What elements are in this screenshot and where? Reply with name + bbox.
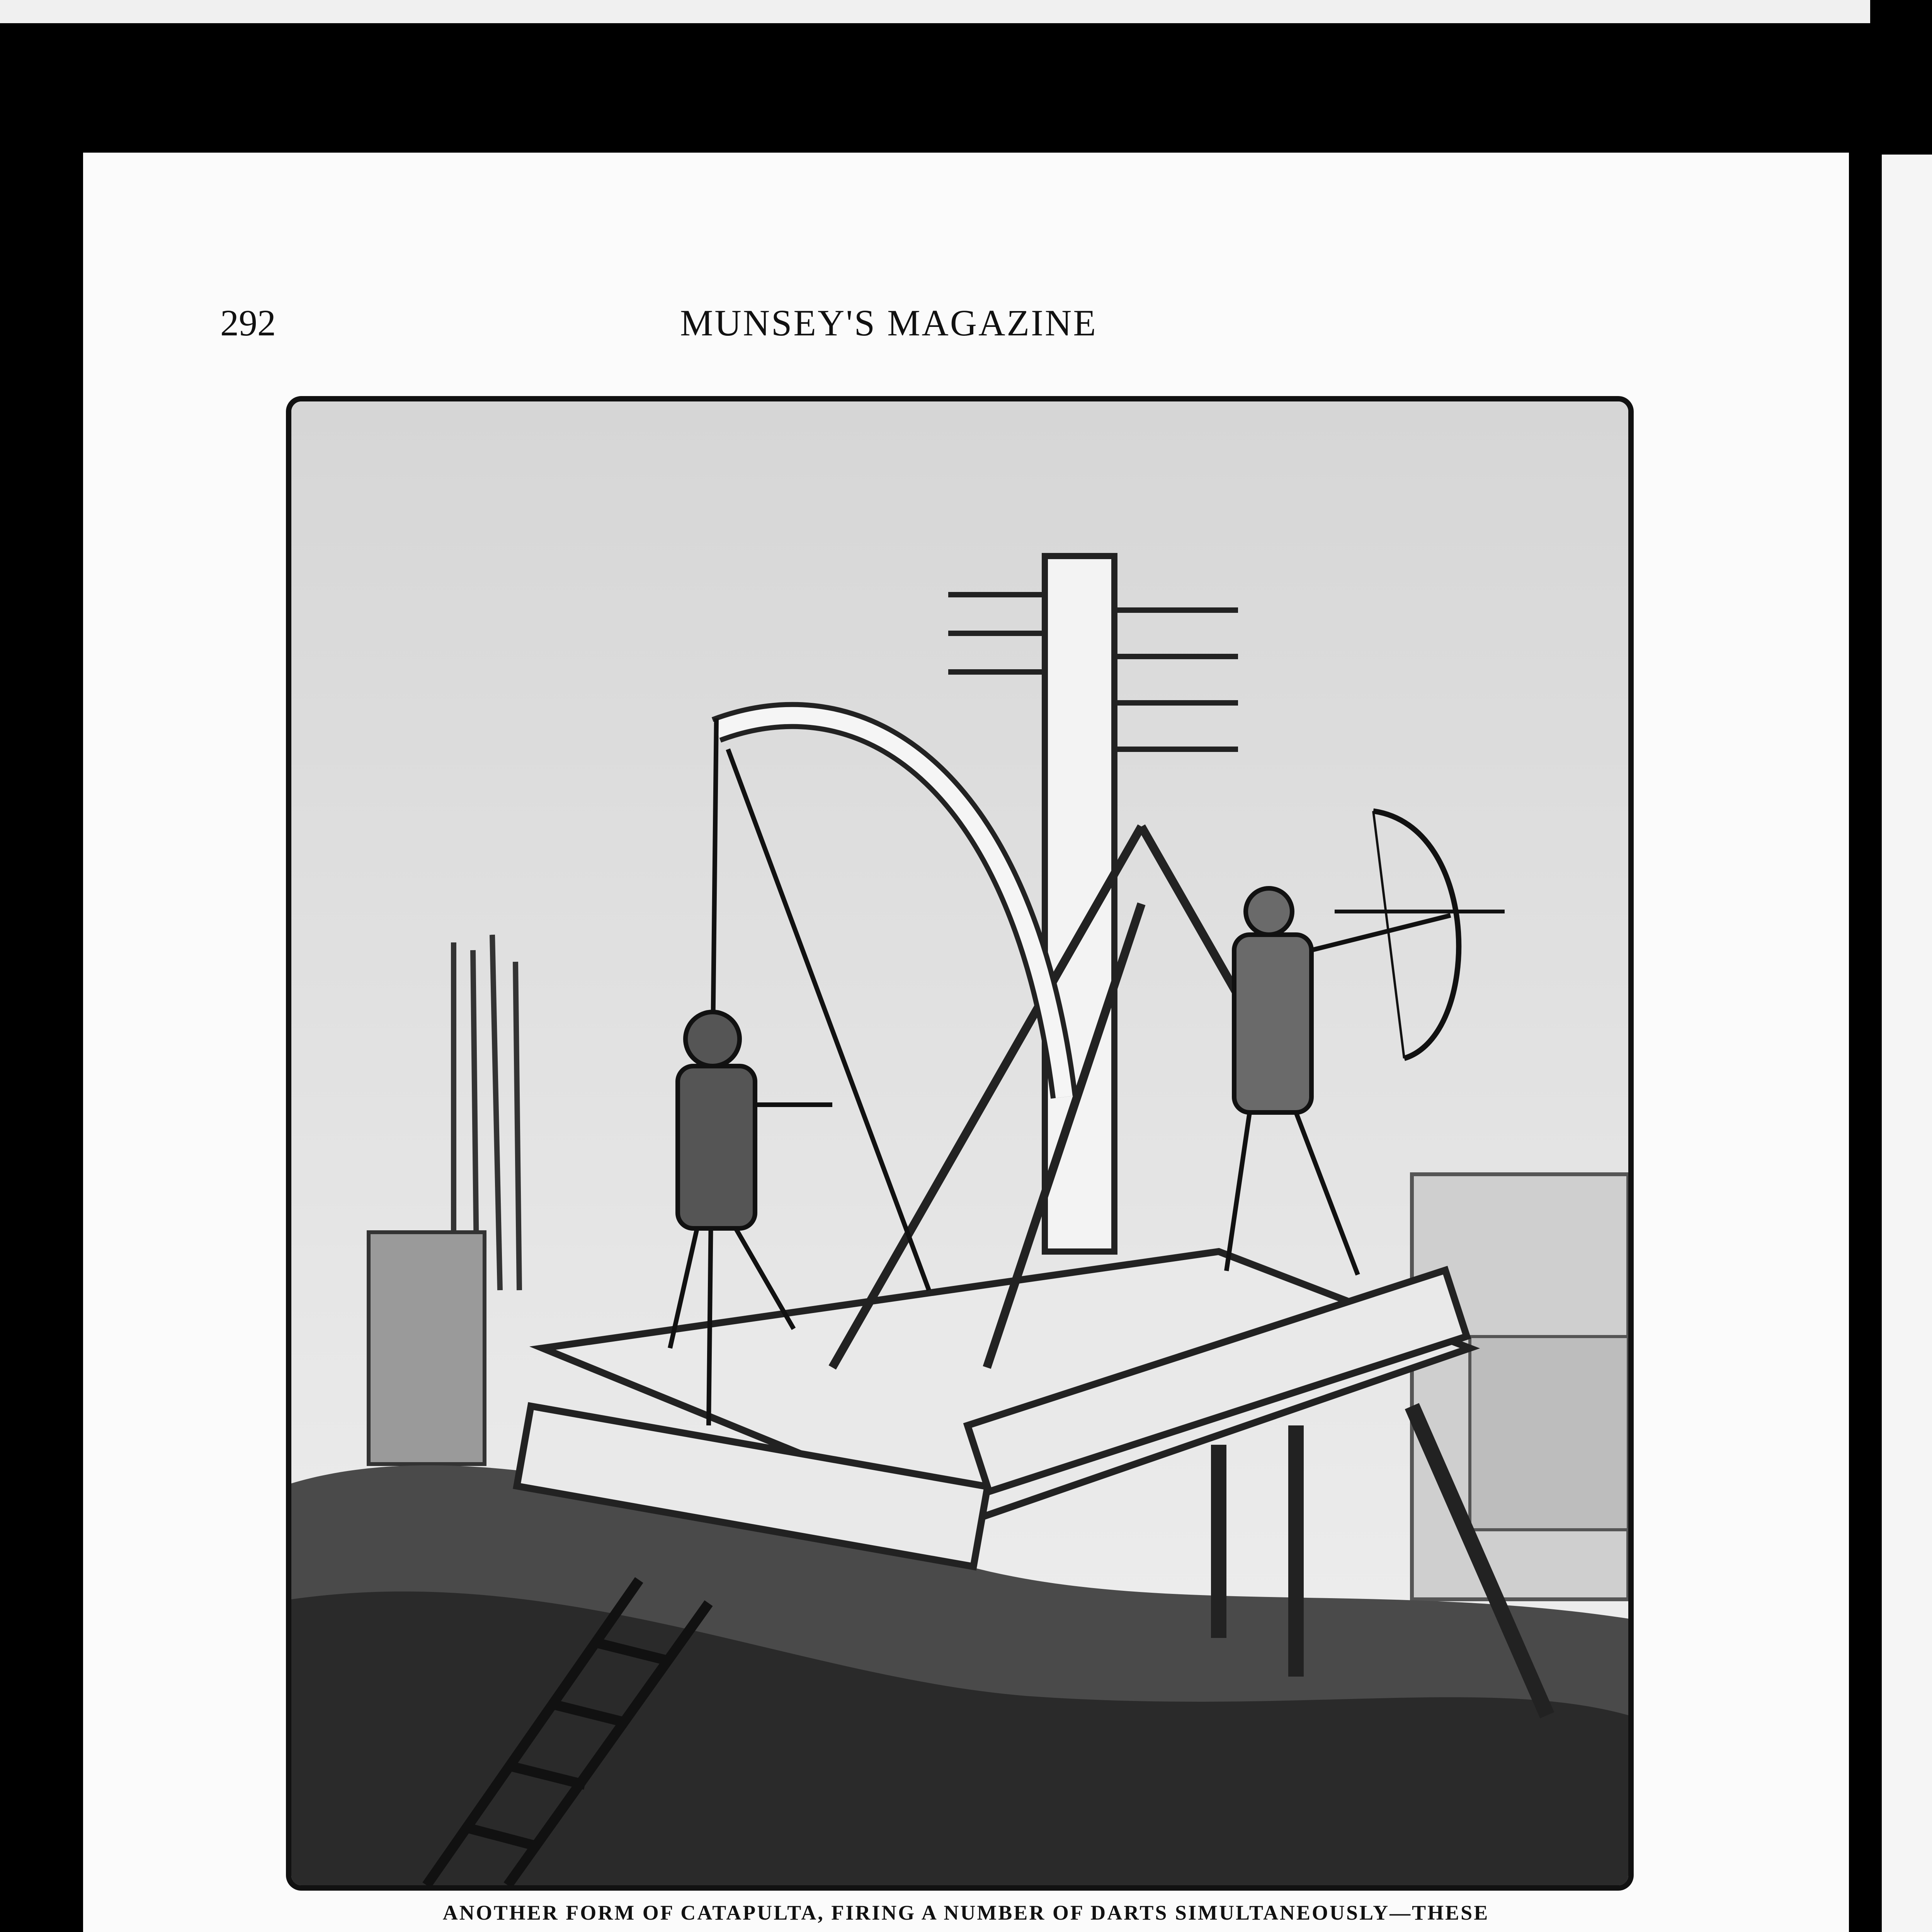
- adjacent-page-right: [1882, 155, 1932, 1932]
- page-number: 292: [220, 302, 276, 344]
- catapult-drawing: [291, 401, 1628, 1885]
- illustration-caption: [232, 1897, 1700, 1932]
- adjacent-page-top: [0, 0, 1870, 23]
- running-title: MUNSEY'S MAGAZINE: [680, 302, 1097, 344]
- caption-line-2: [232, 1928, 1700, 1932]
- catapult-illustration: [286, 396, 1634, 1891]
- page-header: [124, 301, 1901, 348]
- caption-line-1: ANOTHER FORM OF CATAPULTA, FIRING A NUMBER OF DARTS SIMULTANEOUSLY—THESE: [442, 1901, 1490, 1924]
